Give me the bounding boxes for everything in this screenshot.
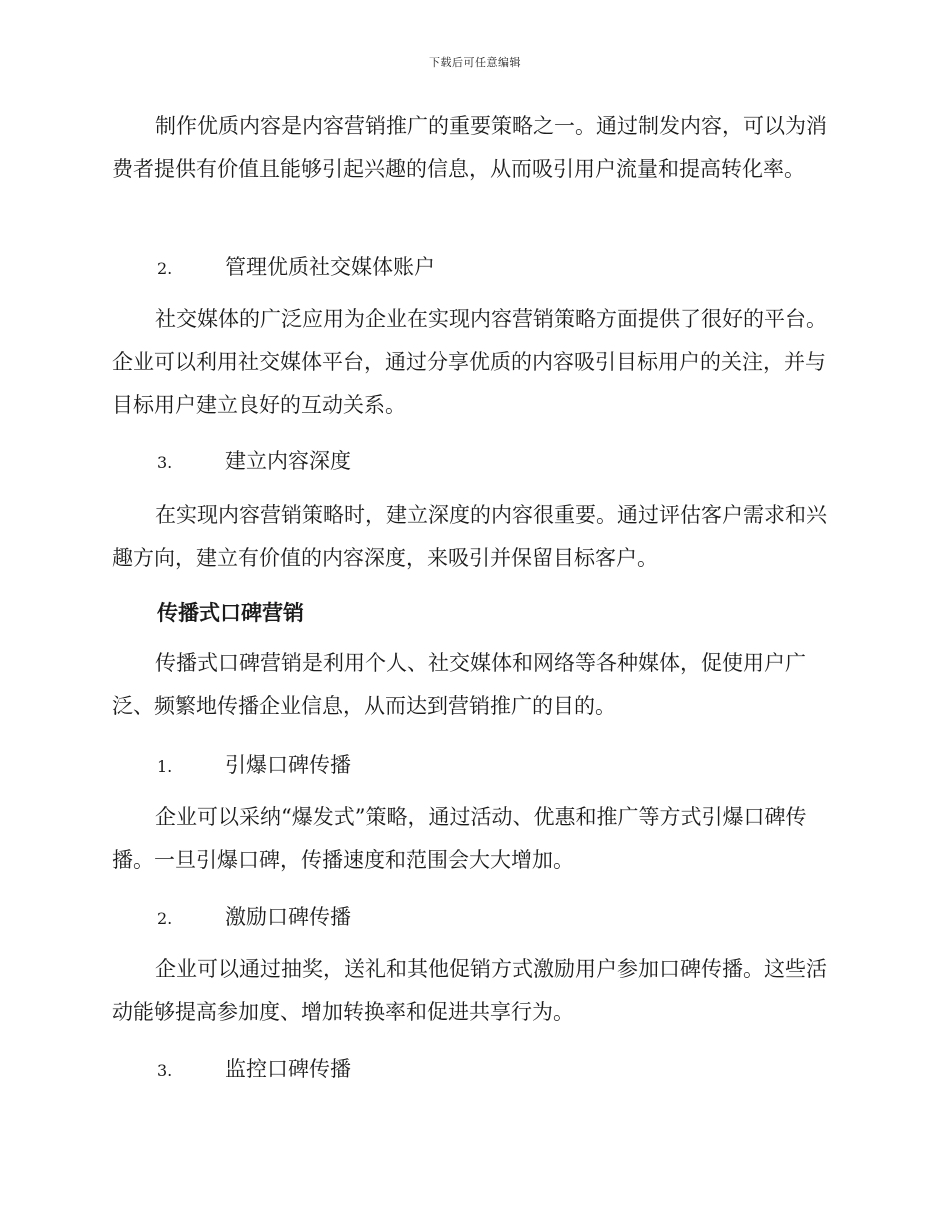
paragraph-quality-content bbox=[112, 105, 832, 191]
list-item-text: 监控口碑传播 bbox=[225, 1057, 351, 1081]
paragraph-text: 传播式口碑营销是利用个人、社交媒体和网络等各种媒体，促使用户广泛、频繁地传播企业信息，从而达到营销推广的目的。 bbox=[112, 651, 806, 718]
paragraph-content-depth bbox=[112, 494, 832, 580]
paragraph-text: 社交媒体的广泛应用为企业在实现内容营销策略方面提供了很好的平台。企业可以利用社交媒体平台，通过分享优质的内容吸引目标用户的关注，并与目标用户建立良好的互动关系。 bbox=[112, 307, 827, 417]
paragraph-text: 企业可以采纳“爆发式”策略，通过活动、优惠和推广等方式引爆口碑传播。一旦引爆口碑，传播速度和范围会大大增加。 bbox=[112, 805, 807, 872]
section-heading: 传播式口碑营销 bbox=[157, 601, 304, 625]
list-number: 1. bbox=[157, 757, 173, 776]
paragraph-text: 制作优质内容是内容营销推广的重要策略之一。通过制发内容，可以为消费者提供有价值且能够引起兴趣的信息，从而吸引用户流量和提高转化率。 bbox=[112, 114, 827, 181]
list-item-text: 管理优质社交媒体账户 bbox=[225, 255, 435, 279]
paragraph-social-media bbox=[112, 298, 832, 427]
list-item-text: 激励口碑传播 bbox=[225, 905, 351, 929]
list-number: 3. bbox=[157, 1061, 173, 1080]
list-item-ignite-wom bbox=[157, 750, 351, 782]
list-number: 3. bbox=[157, 453, 173, 472]
list-item-monitor-wom bbox=[157, 1054, 351, 1086]
list-item-incentive-wom bbox=[157, 902, 351, 934]
list-item-text: 引爆口碑传播 bbox=[225, 753, 351, 777]
paragraph-incentives bbox=[112, 948, 832, 1034]
page-header: 下载后可任意编辑 bbox=[429, 56, 521, 69]
list-item-social-accounts bbox=[157, 252, 435, 284]
paragraph-text: 企业可以通过抽奖，送礼和其他促销方式激励用户参加口碑传播。这些活动能够提高参加度、增加转换率和促进共享行为。 bbox=[112, 957, 827, 1024]
list-number: 2. bbox=[157, 259, 173, 278]
list-item-text: 建立内容深度 bbox=[225, 449, 351, 473]
list-number: 2. bbox=[157, 909, 173, 928]
paragraph-text: 在实现内容营销策略时，建立深度的内容很重要。通过评估客户需求和兴趣方向，建立有价值的内容深度，来吸引并保留目标客户。 bbox=[112, 503, 827, 570]
list-item-content-depth bbox=[157, 446, 351, 478]
paragraph-explosive-strategy bbox=[112, 796, 832, 882]
paragraph-word-of-mouth bbox=[112, 642, 832, 728]
